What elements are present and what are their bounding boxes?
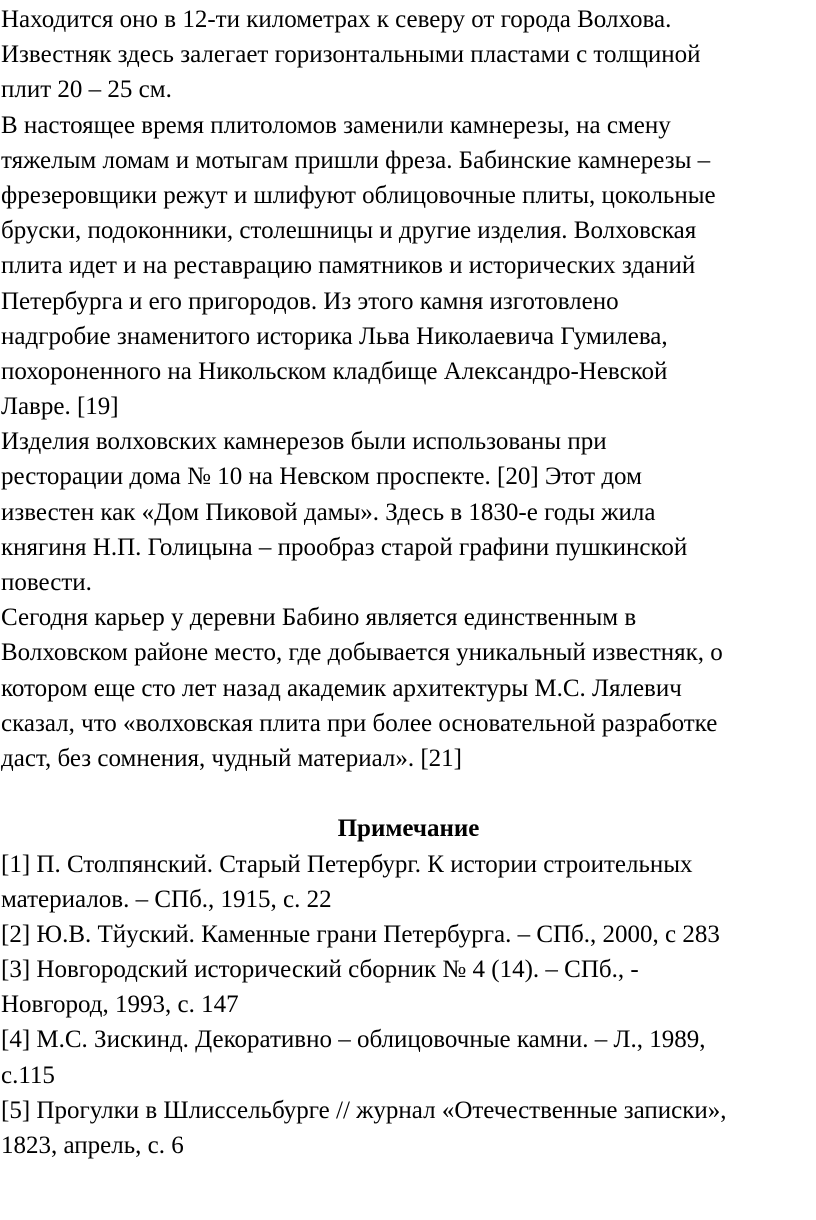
text-line: Новгород, 1993, с. 147 — [1, 991, 239, 1019]
notes-list — [1, 847, 816, 1164]
text-line: Лавре. [19] — [1, 393, 119, 421]
text-line: фрезеровщики режут и шлифуют облицовочные плиты, цокольные — [1, 181, 716, 209]
note-item — [1, 847, 816, 917]
text-line: [5] Прогулки в Шлиссельбурге // журнал «Отечественные записки», — [1, 1096, 727, 1124]
paragraph — [1, 2, 816, 108]
text-line: повести. — [1, 569, 92, 596]
text-line: 1823, апрель, с. 6 — [1, 1132, 184, 1159]
text-line: плита идет и на реставрацию памятников и исторических зданий — [1, 252, 696, 280]
note-item — [1, 1022, 816, 1092]
text-line: Сегодня карьер у деревни Бабино является единственным в — [1, 604, 637, 632]
text-line: княгиня Н.П. Голицына – прообраз старой графини пушкинской — [1, 533, 688, 561]
note-item — [1, 952, 816, 1022]
text-line: Волховском районе место, где добывается уникальный известняк, о — [1, 639, 723, 667]
text-line: [1] П. Столпянский. Старый Петербург. К истории строительных — [1, 850, 693, 878]
text-line: Находится оно в 12-ти километрах к северу от города Волхова. — [1, 6, 672, 33]
text-line: сказал, что «волховская плита при более основательной разработке — [1, 709, 718, 737]
text-line: Изделия волховских камнерезов были использованы при — [1, 428, 607, 456]
text-line: котором еще сто лет назад академик архитектуры М.С. Лялевич — [1, 674, 682, 702]
paragraph — [1, 424, 816, 600]
paragraph — [1, 600, 816, 776]
text-line: надгробие знаменитого историка Льва Николаевича Гумилева, — [1, 322, 668, 350]
text-line: В настоящее время плитоломов заменили камнерезы, на смену — [1, 111, 671, 139]
text-line: плит 20 – 25 см. — [1, 76, 172, 104]
text-line: [4] М.С. Зискинд. Декоративно – облицовочные камни. – Л., 1989, — [1, 1026, 706, 1054]
paragraph — [1, 108, 816, 425]
note-item — [1, 917, 816, 952]
text-line: Петербурга и его пригородов. Из этого камня изготовлено — [1, 287, 619, 315]
text-line: Известняк здесь залегает горизонтальными пластами с толщиной — [1, 41, 701, 69]
text-line: известен как «Дом Пиковой дамы». Здесь в 1830-е годы жила — [1, 498, 656, 526]
text-line: бруски, подоконники, столешницы и другие изделия. Волховская — [1, 217, 697, 245]
text-line: похороненного на Никольском кладбище Александро-Невской — [1, 357, 668, 385]
text-line: [3] Новгородский исторический сборник № 4 (14). – СПб., - — [1, 956, 639, 984]
text-line: ресторации дома № 10 на Невском проспекте. [20] Этот дом — [1, 463, 642, 491]
text-line: даст, без сомнения, чудный материал». [21] — [1, 744, 463, 772]
spacer — [1, 776, 816, 811]
text-line: тяжелым ломам и мотыгам пришли фреза. Бабинские камнерезы – — [1, 146, 711, 174]
note-item — [1, 1093, 816, 1163]
text-line: материалов. – СПб., 1915, с. 22 — [1, 885, 332, 913]
text-line: [2] Ю.В. Тйуский. Каменные грани Петербурга. – СПб., 2000, с 283 — [1, 920, 720, 948]
notes-heading: Примечание — [337, 815, 480, 843]
text-line: с.115 — [1, 1061, 55, 1089]
